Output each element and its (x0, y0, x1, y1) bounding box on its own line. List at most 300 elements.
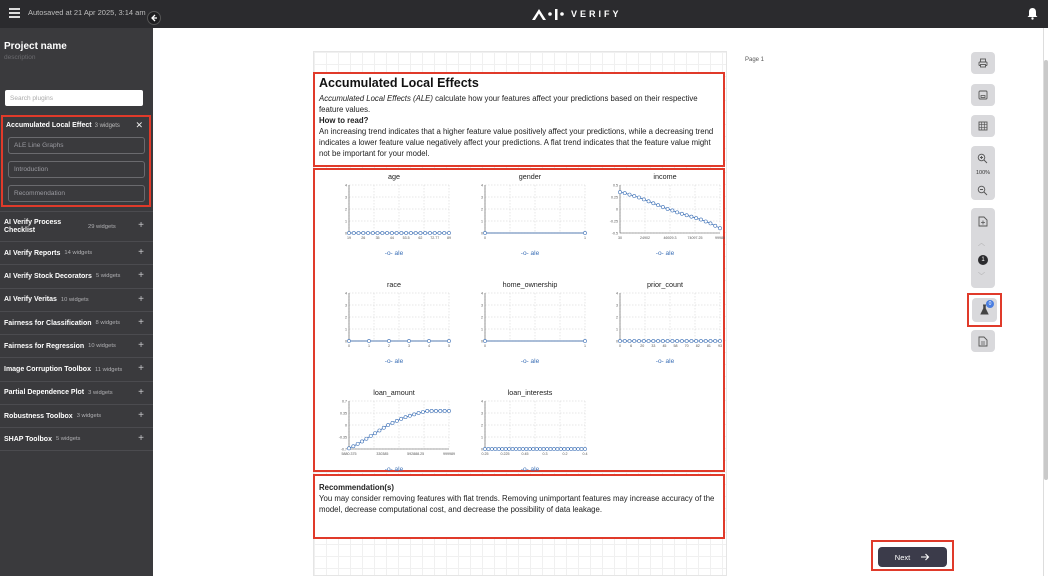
y-tick-label: 4 (345, 183, 347, 188)
data-point (426, 409, 429, 412)
data-point (552, 447, 555, 450)
y-tick-label: 0 (616, 207, 618, 212)
data-point (704, 220, 707, 223)
plugin-count: 10 widgets (60, 296, 89, 303)
data-point (525, 447, 528, 450)
data-point (583, 339, 586, 342)
ale-chart-home-ownership (467, 280, 593, 376)
data-point (570, 447, 573, 450)
data-point (378, 429, 381, 432)
data-point (666, 339, 669, 342)
arrow-right-icon (920, 553, 930, 561)
collapse-sidebar-button[interactable] (147, 11, 161, 25)
data-point (381, 231, 384, 234)
y-tick-label: 4 (481, 399, 483, 404)
zoom-in-icon[interactable] (977, 151, 988, 169)
printer-icon (978, 58, 988, 68)
data-point (439, 409, 442, 412)
data-point (685, 214, 688, 217)
active-plugin-name: Accumulated Local Effect (6, 122, 92, 129)
x-tick-label: 62 (418, 236, 423, 240)
intro-widget[interactable] (313, 72, 725, 167)
y-tick-label: 2 (481, 423, 483, 428)
data-point (427, 339, 430, 342)
data-point (443, 409, 446, 412)
data-point (539, 447, 542, 450)
chart-title: age (388, 172, 400, 181)
data-point (443, 231, 446, 234)
data-point (504, 447, 507, 450)
x-tick-label: 70 (684, 344, 689, 348)
notification-badge: 0 (986, 300, 994, 308)
chart-legend: -o- ale (655, 250, 675, 257)
close-icon[interactable]: ✕ (135, 120, 143, 130)
add-icon[interactable]: + (138, 363, 144, 375)
save-button[interactable] (971, 84, 995, 106)
data-point (347, 447, 350, 450)
grid-icon (978, 121, 988, 131)
ale-chart-age (331, 172, 457, 268)
data-point (347, 339, 350, 342)
data-point (360, 440, 363, 443)
ale-chart-income (602, 172, 728, 268)
data-point (369, 434, 372, 437)
x-tick-label: 45 (662, 344, 667, 348)
chart-legend: -o- ale (520, 358, 540, 365)
chart-title: race (387, 280, 401, 289)
data-point (433, 231, 436, 234)
y-tick-label: -0.7 (340, 447, 347, 452)
intro-text (319, 93, 719, 115)
ale-chart-loan-amount (331, 388, 457, 484)
chart-plot (467, 397, 593, 463)
y-tick-label: 0 (616, 339, 618, 344)
x-tick-label: 82 (695, 344, 700, 348)
data-point (414, 231, 417, 234)
data-point (365, 437, 368, 440)
data-point (637, 339, 640, 342)
x-tick-label: 0.25 (481, 452, 489, 456)
data-point (699, 218, 702, 221)
y-tick-label: 0 (345, 423, 347, 428)
zoom-level: 100% (975, 170, 991, 176)
data-point (695, 339, 698, 342)
data-point (637, 196, 640, 199)
add-icon[interactable]: + (138, 340, 144, 352)
x-tick-label: 0.225 (500, 452, 510, 456)
data-point (549, 447, 552, 450)
active-plugin-count: 3 widgets (94, 123, 120, 129)
data-point (666, 207, 669, 210)
data-point (371, 231, 374, 234)
x-tick-label: 0.2 (562, 452, 568, 456)
document-icon (978, 336, 988, 347)
search-plugins-input[interactable] (5, 90, 143, 106)
x-tick-label: 1 (368, 344, 370, 348)
data-point (417, 411, 420, 414)
data-point (545, 447, 548, 450)
chart-plot (331, 397, 457, 463)
data-point (680, 339, 683, 342)
x-tick-label: 35 (375, 236, 380, 240)
add-icon[interactable]: + (138, 270, 144, 282)
plugin-count: 3 widgets (88, 389, 113, 396)
chart-legend: -o- ale (655, 358, 675, 365)
data-point (661, 205, 664, 208)
menu-icon[interactable] (9, 8, 20, 18)
data-point (628, 193, 631, 196)
y-tick-label: -0.35 (338, 435, 347, 440)
data-point (391, 421, 394, 424)
data-point (362, 231, 365, 234)
chart-title: home_ownership (502, 280, 558, 289)
data-point (652, 202, 655, 205)
y-tick-label: 2 (345, 315, 347, 320)
data-point (428, 231, 431, 234)
plugin-count: 3 widgets (76, 413, 102, 420)
x-tick-label: 44 (389, 236, 394, 240)
data-point (532, 447, 535, 450)
data-point (690, 215, 693, 218)
data-point (373, 432, 376, 435)
active-plugin-panel (1, 115, 151, 207)
data-point (390, 231, 393, 234)
x-tick-label: 1 (584, 236, 586, 240)
x-tick-label: 89 (447, 236, 451, 240)
y-tick-label: 1 (481, 327, 483, 332)
data-point (434, 409, 437, 412)
data-point (521, 447, 524, 450)
highlighted-tool (967, 293, 1002, 327)
chart-title: gender (518, 172, 542, 181)
data-point (387, 423, 390, 426)
data-point (642, 198, 645, 201)
data-point (652, 339, 655, 342)
plugin-count: 14 widgets (64, 250, 93, 257)
data-point (356, 442, 359, 445)
y-tick-label: 0 (345, 231, 347, 236)
data-point (535, 447, 538, 450)
add-icon[interactable]: + (138, 293, 144, 305)
data-point (573, 447, 576, 450)
data-point (447, 409, 450, 412)
add-icon[interactable]: + (138, 247, 144, 258)
data-point (347, 231, 350, 234)
x-tick-label: 0.45 (521, 452, 529, 456)
y-tick-label: 3 (616, 303, 618, 308)
x-tick-label: 6 (630, 344, 633, 348)
grid-toggle-button[interactable] (971, 115, 995, 137)
data-point (487, 447, 490, 450)
data-point (671, 339, 674, 342)
x-tick-label: 58 (673, 344, 678, 348)
x-tick-label: 0 (484, 344, 486, 348)
x-tick-label: 4 (428, 344, 430, 348)
data-point (642, 339, 645, 342)
data-point (357, 231, 360, 234)
data-point (421, 410, 424, 413)
y-tick-label: 3 (481, 303, 483, 308)
report-canvas (153, 28, 1048, 576)
y-tick-label: 0.25 (611, 195, 618, 200)
add-page-icon[interactable] (978, 214, 988, 232)
x-tick-label: 2 (388, 344, 390, 348)
data-point (490, 447, 493, 450)
plugin-item[interactable] (0, 334, 153, 357)
data-point (618, 191, 621, 194)
chart-plot (331, 289, 457, 355)
how-to-read-heading: How to read? (319, 116, 369, 125)
data-point (483, 231, 486, 234)
how-to-read-body: An increasing trend indicates that a higher feature value positively affect your predictions, while a decreasing trend indicates a lower feature value negatively affect your predictions. A flat trend indicates that the feature value might not be important for your model. (319, 127, 714, 158)
zoom-out-icon[interactable] (977, 183, 988, 201)
data-point (508, 447, 511, 450)
project-name[interactable]: Project name (4, 41, 67, 52)
data-point (352, 445, 355, 448)
data-point (483, 447, 486, 450)
data-point (528, 447, 531, 450)
data-point (518, 447, 521, 450)
y-tick-label: 0 (481, 339, 483, 344)
chevron-up-icon[interactable]: ︿ (978, 240, 985, 247)
data-point (718, 227, 721, 230)
y-tick-label: 2 (616, 315, 618, 320)
data-point (709, 222, 712, 225)
y-tick-label: 0.35 (340, 411, 347, 416)
data-point (685, 339, 688, 342)
data-point (680, 212, 683, 215)
plugin-count: 10 widgets (88, 343, 116, 350)
data-point (580, 447, 583, 450)
chevron-down-icon[interactable]: ﹀ (978, 273, 985, 280)
data-point (704, 339, 707, 342)
data-point (556, 447, 559, 450)
y-tick-label: -0.5 (611, 231, 618, 236)
chart-title: prior_count (647, 280, 683, 289)
chart-plot (467, 289, 593, 355)
current-page-indicator[interactable]: 1 (978, 255, 988, 265)
x-tick-label: 0 (619, 344, 621, 348)
y-tick-label: 1 (481, 219, 483, 224)
data-point (695, 217, 698, 220)
active-plugin-header[interactable] (6, 122, 120, 129)
data-point (714, 339, 717, 342)
scrollbar[interactable] (1043, 28, 1048, 576)
y-tick-label: 3 (345, 195, 347, 200)
logo-text: VERIFY (571, 9, 622, 19)
ale-chart-prior-count (602, 280, 728, 376)
plugin-count: 5 widgets (55, 436, 81, 443)
next-label: Next (894, 552, 911, 562)
x-tick-label: 0.4 (582, 452, 588, 456)
x-tick-label: 72.77 (430, 236, 440, 240)
x-tick-label: 999989 (443, 452, 455, 456)
y-tick-label: 1 (345, 219, 347, 224)
x-tick-label: 19 (347, 236, 351, 240)
data-point (400, 417, 403, 420)
x-tick-label: 33 (651, 344, 656, 348)
data-point (563, 447, 566, 450)
data-point (633, 194, 636, 197)
plugin-count: 29 widgets (88, 223, 116, 230)
plugin-item[interactable] (0, 211, 153, 241)
data-point (623, 339, 626, 342)
data-point (382, 426, 385, 429)
scrollbar-thumb[interactable] (1044, 60, 1048, 480)
y-tick-label: 1 (481, 435, 483, 440)
x-tick-label: 24902 (640, 236, 650, 240)
plugin-name: AI Verify Veritas (4, 296, 57, 304)
data-point (409, 231, 412, 234)
x-tick-label: 5880.375 (341, 452, 357, 456)
plugin-name: Partial Dependence Plot (4, 389, 85, 397)
data-point (494, 447, 497, 450)
ale-chart-gender (467, 172, 593, 268)
plugin-item[interactable] (0, 404, 153, 427)
y-tick-label: 2 (345, 207, 347, 212)
data-point (447, 231, 450, 234)
chart-legend: -o- ale (520, 466, 540, 473)
data-point (407, 339, 410, 342)
y-tick-label: 0 (481, 231, 483, 236)
plugin-item[interactable] (0, 241, 153, 264)
chart-plot (467, 181, 593, 247)
data-point (419, 231, 422, 234)
x-tick-label: 592888.25 (407, 452, 425, 456)
data-point (714, 224, 717, 227)
plugin-sidebar (0, 28, 153, 576)
plugin-item[interactable] (0, 381, 153, 404)
data-point (656, 204, 659, 207)
bell-icon[interactable] (1027, 7, 1038, 25)
chart-legend: -o- ale (520, 250, 540, 257)
chart-plot (602, 289, 728, 355)
data-point (405, 231, 408, 234)
y-tick-label: -0.25 (609, 219, 618, 224)
intro-emphasis: Accumulated Local Effects (ALE) (319, 94, 433, 103)
data-point (690, 339, 693, 342)
data-point (376, 231, 379, 234)
recommendation-widget[interactable] (313, 474, 725, 539)
data-point (699, 339, 702, 342)
data-point (542, 447, 545, 450)
data-point (514, 447, 517, 450)
x-tick-label: 20 (640, 344, 645, 348)
y-tick-label: 0.7 (342, 399, 347, 404)
project-description[interactable]: description (4, 54, 36, 61)
data-point (447, 339, 450, 342)
plugin-count: 11 widgets (94, 366, 123, 373)
next-button-highlight (871, 540, 954, 571)
data-point (671, 209, 674, 212)
flask-button[interactable] (972, 298, 997, 322)
widget-introduction[interactable]: Introduction (8, 161, 145, 178)
document-button[interactable] (971, 330, 995, 352)
y-tick-label: 3 (481, 195, 483, 200)
widget-ale-line-graphs[interactable]: ALE Line Graphs (8, 137, 145, 154)
data-point (577, 447, 580, 450)
chart-legend: -o- ale (384, 250, 404, 257)
data-point (583, 231, 586, 234)
add-icon[interactable]: + (138, 316, 144, 328)
plugin-item[interactable] (0, 357, 153, 380)
data-point (352, 231, 355, 234)
data-point (559, 447, 562, 450)
data-point (661, 339, 664, 342)
data-point (438, 231, 441, 234)
plugin-name: Fairness for Classification (4, 319, 92, 327)
y-tick-label: 2 (481, 315, 483, 320)
plugin-name: AI Verify Stock Decorators (4, 272, 92, 280)
x-tick-label: 81 (706, 344, 711, 348)
recommendation-body: You may consider removing features with flat trends. Removing unimportant features may increase accuracy of the model, decrease computational cost, and decrease the possibility of data leakage. (319, 494, 715, 514)
chart-legend: -o- ale (384, 358, 404, 365)
plugin-name: Robustness Toolbox (4, 412, 73, 420)
recommendation-title: Recommendation(s) (319, 483, 394, 492)
plugin-name: SHAP Toolbox (4, 435, 52, 443)
x-tick-label: 0 (348, 344, 350, 348)
chart-legend: -o- ale (384, 466, 404, 473)
widget-recommendation[interactable]: Recommendation (8, 185, 145, 202)
data-point (709, 339, 712, 342)
data-point (647, 339, 650, 342)
y-tick-label: 0.5 (613, 183, 618, 188)
data-point (633, 339, 636, 342)
y-tick-label: 1 (345, 327, 347, 332)
add-icon[interactable]: + (138, 220, 144, 231)
plugin-name: Fairness for Regression (4, 342, 85, 350)
data-point (400, 231, 403, 234)
x-tick-label: 99986 (715, 236, 725, 240)
next-button[interactable] (878, 547, 947, 567)
data-point (676, 211, 679, 214)
ale-chart-race (331, 280, 457, 376)
data-point (395, 231, 398, 234)
plugin-item[interactable] (0, 288, 153, 311)
autosave-status: Autosaved at 21 Apr 2025, 3:14 am (28, 8, 146, 17)
x-tick-label: 46929.3 (663, 236, 677, 240)
data-point (413, 413, 416, 416)
print-button[interactable] (971, 52, 995, 74)
data-point (628, 339, 631, 342)
data-point (408, 414, 411, 417)
data-point (583, 447, 586, 450)
y-tick-label: 0 (345, 339, 347, 344)
y-tick-label: 0 (481, 447, 483, 452)
plugin-item[interactable] (0, 264, 153, 287)
x-tick-label: 0 (484, 236, 486, 240)
plugin-item[interactable] (0, 311, 153, 334)
add-icon[interactable]: + (138, 410, 144, 422)
y-tick-label: 3 (481, 411, 483, 416)
data-point (501, 447, 504, 450)
ale-line-graphs-widget[interactable] (313, 168, 725, 472)
plugin-name: AI Verify Reports (4, 249, 61, 257)
add-icon[interactable]: + (138, 433, 144, 445)
plugin-name: AI Verify Process Checklist (4, 218, 62, 234)
data-point (404, 416, 407, 419)
data-point (676, 339, 679, 342)
add-icon[interactable]: + (138, 386, 144, 398)
x-tick-label: 26 (361, 236, 366, 240)
x-tick-label: 74097.25 (687, 236, 703, 240)
data-point (566, 447, 569, 450)
plugin-item[interactable] (0, 427, 153, 450)
data-point (497, 447, 500, 450)
x-tick-label: 30 (618, 236, 622, 240)
x-tick-label: 93 (718, 344, 722, 348)
y-tick-label: 2 (481, 207, 483, 212)
